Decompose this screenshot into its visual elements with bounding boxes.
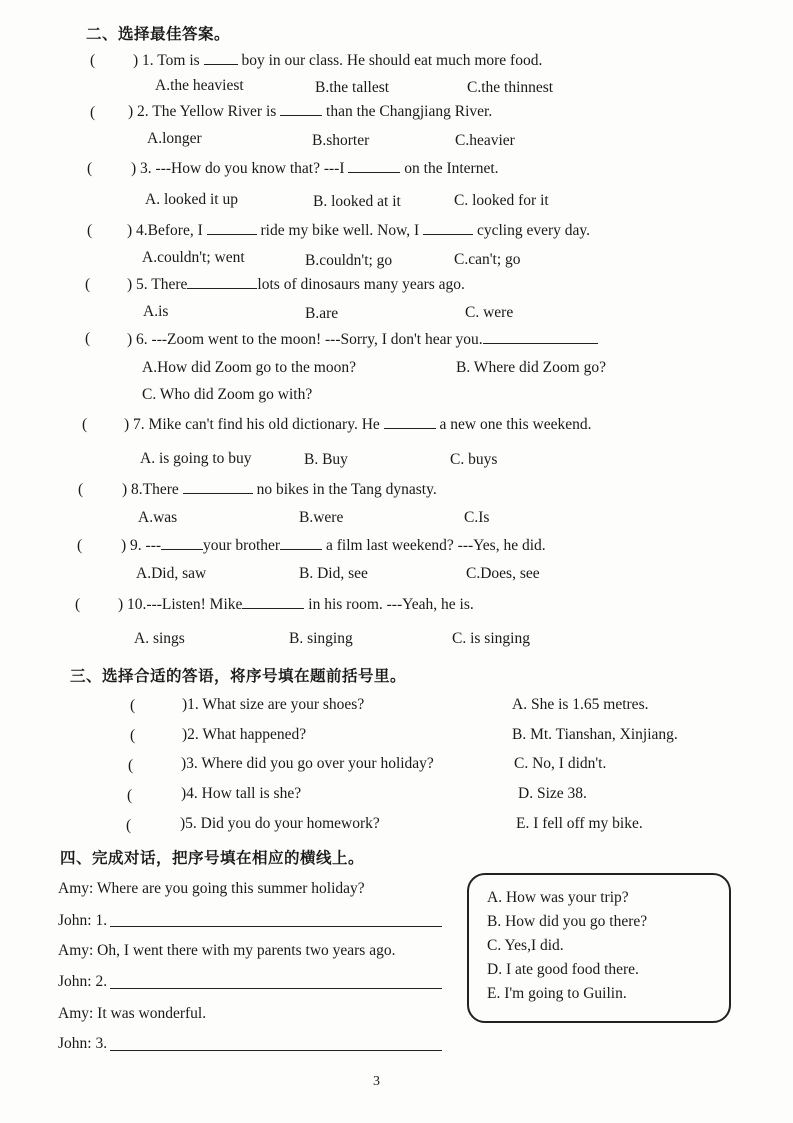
question-9: ) 9. --- your brother a film last weekend? ---Yes, he did.: [121, 537, 546, 554]
answer-paren[interactable]: (: [78, 481, 84, 498]
section-3-title: 三、选择合适的答语，将序号填在题前括号里。: [70, 667, 407, 685]
dialogue-amy-3: Amy: It was wonderful.: [58, 1005, 207, 1022]
page-number: 3: [373, 1074, 380, 1089]
dialogue-amy-2: Amy: Oh, I went there with my parents two years ago.: [58, 942, 396, 959]
match-question-3: )3. Where did you go over your holiday?: [181, 755, 434, 772]
box-option-a: A. How was your trip?: [487, 889, 629, 906]
match-answer-c: C. No, I didn't.: [514, 755, 607, 772]
q6-option-c: C. Who did Zoom go with?: [142, 386, 313, 403]
dialogue-john-3: John: 3.: [58, 1035, 108, 1052]
match-question-2: )2. What happened?: [182, 726, 307, 743]
q4-option-a: A.couldn't; went: [142, 249, 245, 266]
q5-option-b: B.are: [305, 305, 339, 322]
q1-option-b: B.the tallest: [315, 79, 390, 96]
q4-option-b: B.couldn't; go: [305, 252, 393, 269]
q6-option-a: A.How did Zoom go to the moon?: [142, 359, 356, 376]
q10-option-b: B. singing: [289, 630, 353, 647]
answer-paren[interactable]: (: [87, 222, 93, 239]
q2-option-b: B.shorter: [312, 132, 370, 149]
q7-option-b: B. Buy: [304, 451, 348, 468]
answer-paren[interactable]: (: [126, 817, 132, 834]
options-box: [467, 873, 731, 1023]
q4-option-c: C.can't; go: [454, 251, 521, 268]
answer-line-2[interactable]: [110, 988, 442, 989]
match-question-4: )4. How tall is she?: [181, 785, 302, 802]
q9-option-c: C.Does, see: [466, 565, 540, 582]
q5-option-a: A.is: [143, 303, 169, 320]
question-2: ) 2. The Yellow River is than the Changjiang River.: [128, 103, 493, 120]
q1-option-a: A.the heaviest: [155, 77, 244, 94]
box-option-e: E. I'm going to Guilin.: [487, 985, 627, 1002]
q3-option-a: A. looked it up: [145, 191, 238, 208]
q7-option-a: A. is going to buy: [140, 450, 252, 467]
q2-option-c: C.heavier: [455, 132, 515, 149]
question-4: ) 4.Before, I ride my bike well. Now, I cycling every day.: [127, 222, 591, 239]
q10-option-a: A. sings: [134, 630, 185, 647]
answer-paren[interactable]: (: [130, 727, 136, 744]
answer-paren[interactable]: (: [85, 330, 91, 347]
answer-line-1[interactable]: [110, 926, 442, 927]
question-5: ) 5. There lots of dinosaurs many years ago.: [127, 276, 465, 293]
dialogue-john-1: John: 1.: [58, 912, 108, 929]
q5-option-c: C. were: [465, 304, 514, 321]
answer-line-3[interactable]: [110, 1050, 442, 1051]
answer-paren[interactable]: (: [90, 104, 96, 121]
q3-option-b: B. looked at it: [313, 193, 401, 210]
match-question-5: )5. Did you do your homework?: [180, 815, 380, 832]
match-answer-d: D. Size 38.: [518, 785, 587, 802]
question-10: ) 10.---Listen! Mike in his room. ---Yeah, he is.: [118, 596, 474, 613]
q8-option-a: A.was: [138, 509, 178, 526]
q10-option-c: C. is singing: [452, 630, 530, 647]
q2-option-a: A.longer: [147, 130, 202, 147]
answer-paren[interactable]: (: [130, 697, 136, 714]
match-question-1: )1. What size are your shoes?: [182, 696, 365, 713]
q7-option-c: C. buys: [450, 451, 498, 468]
q3-option-c: C. looked for it: [454, 192, 549, 209]
box-option-d: D. I ate good food there.: [487, 961, 639, 978]
q8-option-c: C.Is: [464, 509, 490, 526]
box-option-b: B. How did you go there?: [487, 913, 648, 930]
q8-option-b: B.were: [299, 509, 344, 526]
answer-paren[interactable]: (: [87, 160, 93, 177]
dialogue-amy-1: Amy: Where are you going this summer holiday?: [58, 880, 365, 897]
answer-paren[interactable]: (: [82, 416, 88, 433]
question-3: ) 3. ---How do you know that? ---I on the Internet.: [131, 160, 499, 177]
answer-paren[interactable]: (: [127, 787, 133, 804]
section-4-title: 四、完成对话，把序号填在相应的横线上。: [60, 849, 365, 867]
q1-option-c: C.the thinnest: [467, 79, 554, 96]
answer-paren[interactable]: (: [85, 276, 91, 293]
dialogue-john-2: John: 2.: [58, 973, 108, 990]
question-8: ) 8.There no bikes in the Tang dynasty.: [122, 481, 437, 498]
box-option-c: C. Yes,I did.: [487, 937, 564, 954]
q9-option-b: B. Did, see: [299, 565, 368, 582]
answer-paren[interactable]: (: [75, 596, 81, 613]
q9-option-a: A.Did, saw: [136, 565, 207, 582]
question-7: ) 7. Mike can't find his old dictionary. He a new one this weekend.: [124, 416, 592, 433]
answer-paren[interactable]: (: [90, 52, 96, 69]
question-6: ) 6. ---Zoom went to the moon! ---Sorry, I don't hear you.: [127, 331, 598, 349]
section-2-title: 二、选择最佳答案。: [86, 25, 231, 43]
answer-paren[interactable]: (: [77, 537, 83, 554]
match-answer-e: E. I fell off my bike.: [516, 815, 643, 832]
match-answer-b: B. Mt. Tianshan, Xinjiang.: [512, 726, 678, 743]
answer-paren[interactable]: (: [128, 757, 134, 774]
question-1: ) 1. Tom is boy in our class. He should eat much more food.: [133, 52, 543, 69]
match-answer-a: A. She is 1.65 metres.: [512, 696, 649, 713]
q6-option-b: B. Where did Zoom go?: [456, 359, 606, 376]
